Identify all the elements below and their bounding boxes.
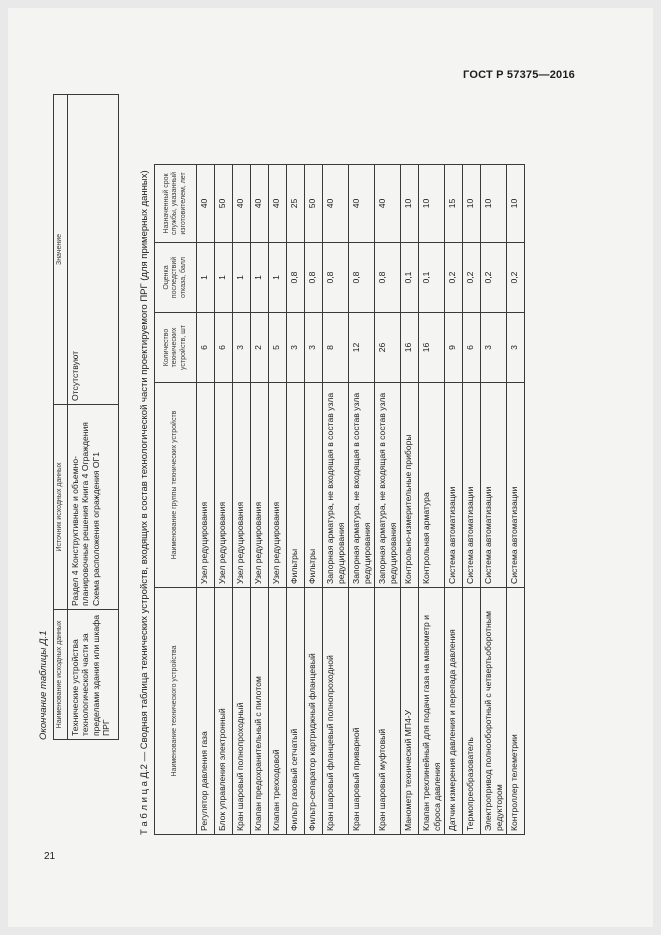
table-cell: Клапан трехходовой xyxy=(269,588,287,835)
table-row xyxy=(463,165,481,835)
table-cell: Регулятор давления газа xyxy=(197,588,215,835)
table-row xyxy=(401,165,419,835)
table-cell: 0,2 xyxy=(481,243,507,313)
column-header: Источник исходных данных xyxy=(54,405,68,610)
column-header: Значение xyxy=(54,95,68,405)
table-row xyxy=(305,165,323,835)
table-row xyxy=(507,165,525,835)
table-cell: Узел редуцирования xyxy=(269,383,287,588)
table-d2-caption: Т а б л и ц а Д.2 — Сводная таблица технических устройств, входящих в состав технологической части проектируемого ПРГ (для примерных данных) xyxy=(139,170,150,835)
table-cell: Отсутствуют xyxy=(67,95,118,405)
table-cell: 10 xyxy=(481,165,507,243)
table-d2-block xyxy=(138,164,525,835)
table-cell: 40 xyxy=(197,165,215,243)
table-cell: 25 xyxy=(287,165,305,243)
table-cell: 1 xyxy=(215,243,233,313)
column-header: Наименование технического устройства xyxy=(155,588,197,835)
table-cell: 0,8 xyxy=(349,243,375,313)
table-cell: Контрольная арматура xyxy=(419,383,445,588)
table-cell: 0,2 xyxy=(445,243,463,313)
table-row xyxy=(197,165,215,835)
table-cell: Система автоматизации xyxy=(481,383,507,588)
column-header: Наименование исходных данных xyxy=(54,610,68,740)
table-cell: Фильтры xyxy=(287,383,305,588)
table-cell: Кран шаровый муфтовый xyxy=(375,588,401,835)
table-cell: Манометр технический МП4-У xyxy=(401,588,419,835)
table-cell: 6 xyxy=(197,313,215,383)
table-row xyxy=(67,95,118,740)
table-cell: Контроллер телеметрии xyxy=(507,588,525,835)
table-d2 xyxy=(154,164,525,835)
table-cell: 50 xyxy=(215,165,233,243)
table-row xyxy=(251,165,269,835)
table-cell: 1 xyxy=(251,243,269,313)
table-row xyxy=(233,165,251,835)
table-cell: 12 xyxy=(349,313,375,383)
table-row xyxy=(445,165,463,835)
table-cell: 40 xyxy=(349,165,375,243)
table-cell: Технические устройства технологической части за пределами здания или шкафа ПРГ xyxy=(67,610,118,740)
column-header: Назначенный срок службы, указанный изготовителем, лет xyxy=(155,165,197,243)
table-cell: 50 xyxy=(305,165,323,243)
table-cell: Запорная арматура, не входящая в состав узла редуцирования xyxy=(323,383,349,588)
table-cell: 3 xyxy=(481,313,507,383)
table-cell: 16 xyxy=(419,313,445,383)
table-cell: 40 xyxy=(375,165,401,243)
table-row xyxy=(323,165,349,835)
table-cell: 9 xyxy=(445,313,463,383)
table-cell: Кран шаровый фланцевый полнопроходной xyxy=(323,588,349,835)
table-cell: 2 xyxy=(251,313,269,383)
table-row xyxy=(349,165,375,835)
table-cell: Контрольно-измерительные приборы xyxy=(401,383,419,588)
table-cell: 6 xyxy=(463,313,481,383)
table-cell: 1 xyxy=(233,243,251,313)
table-cell: Блок управления электронный xyxy=(215,588,233,835)
table-cell: 8 xyxy=(323,313,349,383)
table-cell: 26 xyxy=(375,313,401,383)
table-cell: 40 xyxy=(233,165,251,243)
table-cell: 1 xyxy=(269,243,287,313)
table-row xyxy=(215,165,233,835)
table-row xyxy=(287,165,305,835)
table-cell: 0,8 xyxy=(287,243,305,313)
table-cell: 1 xyxy=(197,243,215,313)
table-cell: 6 xyxy=(215,313,233,383)
table-cell: Система автоматизации xyxy=(507,383,525,588)
table-cell: Фильтры xyxy=(305,383,323,588)
table-cell: Система автоматизации xyxy=(445,383,463,588)
table-cell: Раздел 4 Конструктивные и объемно-планировочные решения Книга 4 Ограждения Схема расположения ограждения ОГ1 xyxy=(67,405,118,610)
table-cell: Узел редуцирования xyxy=(251,383,269,588)
table-cell: 0,8 xyxy=(305,243,323,313)
table-cell: Электропривод полнооборотный с четвертьоборотным редуктором xyxy=(481,588,507,835)
table-cell: 0,2 xyxy=(463,243,481,313)
table-cell: Система автоматизации xyxy=(463,383,481,588)
table-cell: 0,8 xyxy=(323,243,349,313)
table-cell: Фильтр газовый сетчатый xyxy=(287,588,305,835)
table-d1-caption: Окончание таблицы Д.1 xyxy=(38,630,49,740)
table-cell: 0,8 xyxy=(375,243,401,313)
table-cell: Узел редуцирования xyxy=(233,383,251,588)
table-d1-block xyxy=(37,94,119,740)
table-row xyxy=(269,165,287,835)
table-cell: Фильтр-сепаратор картриджный фланцевый xyxy=(305,588,323,835)
table-cell: 10 xyxy=(419,165,445,243)
standard-designation: ГОСТ Р 57375—2016 xyxy=(463,69,575,81)
column-header: Наименование группы технических устройств xyxy=(155,383,197,588)
table-cell: 10 xyxy=(401,165,419,243)
table-cell: Термопреобразователь xyxy=(463,588,481,835)
table-cell: Кран шаровый приварной xyxy=(349,588,375,835)
table-cell: Клапан предохранительный с пилотом xyxy=(251,588,269,835)
table-cell: Запорная арматура, не входящая в состав узла редуцирования xyxy=(349,383,375,588)
table-cell: Клапан трехлинейный для подачи газа на манометр и сброса давления xyxy=(419,588,445,835)
table-cell: Запорная арматура, не входящая в состав узла редуцирования xyxy=(375,383,401,588)
page-number: 21 xyxy=(44,851,56,862)
table-cell: 40 xyxy=(251,165,269,243)
table-cell: Кран шаровый полнопроходный xyxy=(233,588,251,835)
table-cell: 3 xyxy=(507,313,525,383)
column-header: Количество технических устройств, шт xyxy=(155,313,197,383)
table-cell: 40 xyxy=(269,165,287,243)
table-cell: 3 xyxy=(233,313,251,383)
table-cell: 0,1 xyxy=(401,243,419,313)
table-cell: Узел редуцирования xyxy=(215,383,233,588)
table-cell: 10 xyxy=(463,165,481,243)
table-row xyxy=(375,165,401,835)
table-row xyxy=(419,165,445,835)
table-cell: 3 xyxy=(287,313,305,383)
table-cell: 5 xyxy=(269,313,287,383)
table-cell: 16 xyxy=(401,313,419,383)
table-cell: Узел редуцирования xyxy=(197,383,215,588)
table-cell: 10 xyxy=(507,165,525,243)
table-cell: 15 xyxy=(445,165,463,243)
table-cell: 0,2 xyxy=(507,243,525,313)
table-cell: Датчик измерения давления и перепада давления xyxy=(445,588,463,835)
table-row xyxy=(481,165,507,835)
table-d1 xyxy=(53,94,119,740)
table-cell: 40 xyxy=(323,165,349,243)
table-cell: 3 xyxy=(305,313,323,383)
table-cell: 0,1 xyxy=(419,243,445,313)
column-header: Оценка последствий отказа, балл xyxy=(155,243,197,313)
